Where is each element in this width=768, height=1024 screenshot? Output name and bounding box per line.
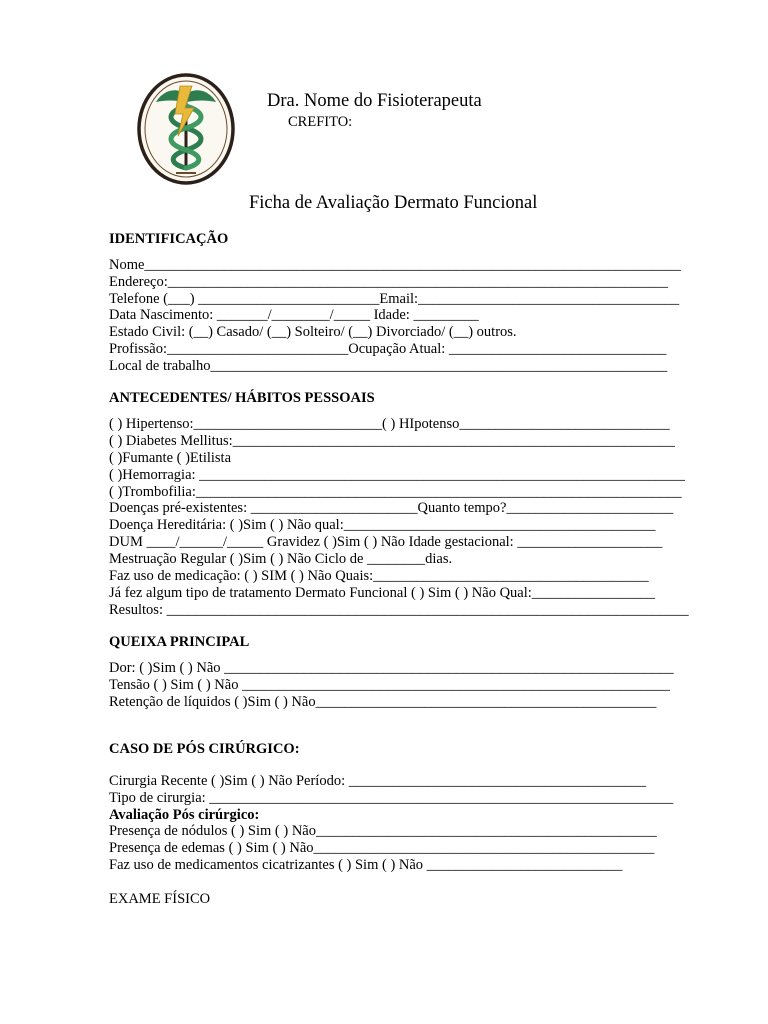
doctor-name: Dra. Nome do Fisioterapeuta <box>267 91 482 111</box>
field-profissao-ocupacao[interactable]: Profissão:_________________________Ocupação Atual: ______________________________ <box>109 341 667 357</box>
field-dum-gravidez[interactable]: DUM ____/______/_____ Gravidez ( )Sim ( ) Não Idade gestacional: ____________________ <box>109 534 663 550</box>
section-heading-pos-cirurgico: CASO DE PÓS CIRÚRGICO: <box>109 741 300 757</box>
field-tipo-cirurgia[interactable]: Tipo de cirurgia: ________________________________________________________________ <box>109 790 674 806</box>
field-edemas[interactable]: Presença de edemas ( ) Sim ( ) Não_______________________________________________ <box>109 840 655 856</box>
field-trombofilia[interactable]: ( )Trombofilia:___________________________________________________________________ <box>109 484 682 500</box>
caduceus-logo-icon <box>136 72 236 186</box>
field-tratamento-dermato[interactable]: Já fez algum tipo de tratamento Dermato Funcional ( ) Sim ( ) Não Qual:_________________ <box>109 585 656 601</box>
field-hipertenso-hipotenso[interactable]: ( ) Hipertenso:__________________________( ) HIpotenso_____________________________ <box>109 416 670 432</box>
field-estado-civil[interactable]: Estado Civil: (__) Casado/ (__) Solteiro/ (__) Divorciado/ (__) outros. <box>109 324 517 340</box>
field-data-nascimento-idade[interactable]: Data Nascimento: _______/________/_____ Idade: _________ <box>109 307 479 323</box>
field-telefone-email[interactable]: Telefone (___) _________________________Email:____________________________________ <box>109 291 680 307</box>
section-heading-identificacao: IDENTIFICAÇÃO <box>109 231 229 247</box>
section-heading-queixa: QUEIXA PRINCIPAL <box>109 634 250 650</box>
field-resultados[interactable]: Resultos: ________________________________________________________________________ <box>109 602 689 618</box>
field-tensao[interactable]: Tensão ( ) Sim ( ) Não ___________________________________________________________ <box>109 677 670 693</box>
field-medicamentos-cicatrizantes[interactable]: Faz uso de medicamentos cicatrizantes ( ) Sim ( ) Não ___________________________ <box>109 857 623 873</box>
field-endereco[interactable]: Endereço:_____________________________________________________________________ <box>109 274 669 290</box>
field-mestruacao[interactable]: Mestruação Regular ( )Sim ( ) Não Ciclo de ________dias. <box>109 551 453 567</box>
field-hemorragia[interactable]: ( )Hemorragia: ___________________________________________________________________ <box>109 467 685 483</box>
field-nome[interactable]: Nome__________________________________________________________________________ <box>109 257 681 273</box>
section-heading-antecedentes: ANTECEDENTES/ HÁBITOS PESSOAIS <box>109 390 375 406</box>
subheading-avaliacao-pos: Avaliação Pós cirúrgico: <box>109 807 260 823</box>
section-heading-exame-fisico: EXAME FÍSICO <box>109 891 211 907</box>
field-fumante-etilista[interactable]: ( )Fumante ( )Etilista <box>109 450 232 466</box>
field-doencas-preexistentes[interactable]: Doenças pré-existentes: _______________________Quanto tempo?_______________________ <box>109 500 674 516</box>
field-retencao-liquidos[interactable]: Retenção de líquidos ( )Sim ( ) Não_______________________________________________ <box>109 694 657 710</box>
crefito-label: CREFITO: <box>288 114 353 130</box>
field-local-trabalho[interactable]: Local de trabalho_______________________________________________________________ <box>109 358 668 374</box>
field-diabetes[interactable]: ( ) Diabetes Mellitus:_____________________________________________________________ <box>109 433 675 449</box>
field-nodulos[interactable]: Presença de nódulos ( ) Sim ( ) Não_______________________________________________ <box>109 823 657 839</box>
form-title: Ficha de Avaliação Dermato Funcional <box>249 193 538 213</box>
field-medicacao[interactable]: Faz uso de medicação: ( ) SIM ( ) Não Quais:______________________________________ <box>109 568 649 584</box>
field-doenca-hereditaria[interactable]: Doença Hereditária: ( )Sim ( ) Não qual:___________________________________________ <box>109 517 656 533</box>
field-cirurgia-recente[interactable]: Cirurgia Recente ( )Sim ( ) Não Período: _________________________________________ <box>109 773 646 789</box>
field-dor[interactable]: Dor: ( )Sim ( ) Não ______________________________________________________________ <box>109 660 674 676</box>
